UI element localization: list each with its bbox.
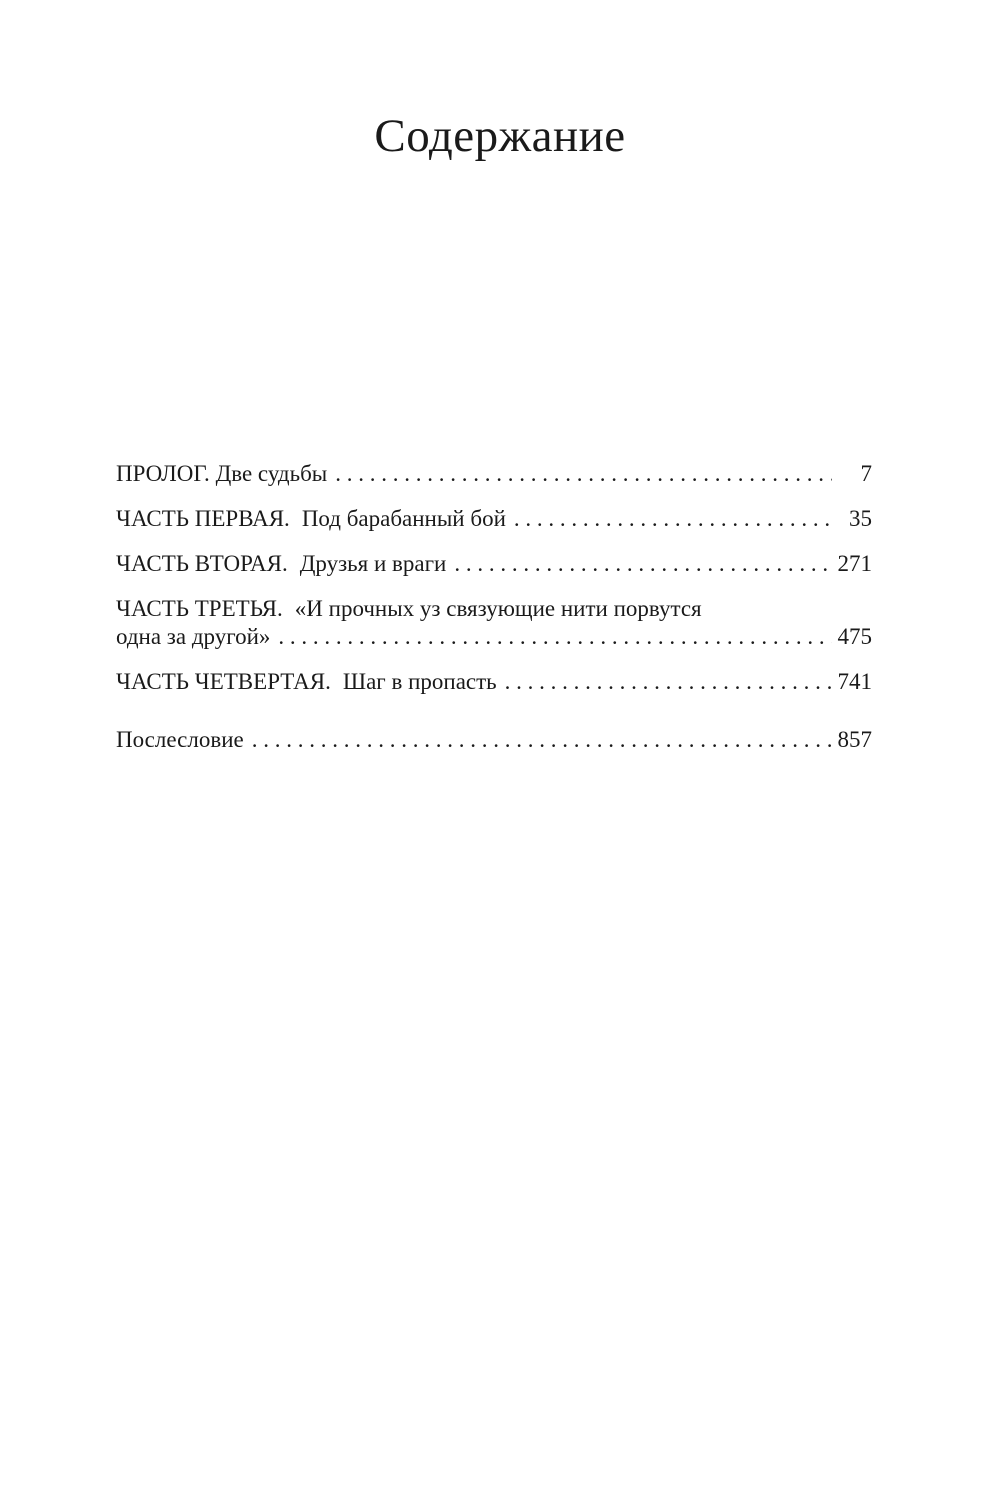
toc-part-title-line-1: «И прочных уз связующие нити порвутся [294, 596, 702, 621]
toc-entry-second-line [116, 623, 872, 651]
toc-part-title: Под барабанный бой [301, 506, 506, 531]
toc-entry-part-3[interactable] [116, 595, 872, 651]
dot-leader [278, 623, 832, 651]
toc-part-label: ПРОЛОГ. [116, 461, 210, 486]
toc-entry-afterword[interactable] [116, 726, 872, 754]
page-title: Содержание [374, 110, 626, 162]
toc-page-number: 475 [837, 624, 872, 649]
toc-entry-part-4[interactable] [116, 668, 872, 696]
toc-part-title: Две судьбы [215, 461, 328, 486]
toc-part-label: ЧАСТЬ ПЕРВАЯ. [116, 506, 290, 531]
toc-entry-prologue[interactable] [116, 460, 872, 488]
toc-part-title: Шаг в пропасть [342, 669, 497, 694]
table-of-contents [116, 460, 872, 771]
dot-leader [454, 550, 832, 578]
toc-entry-text [116, 460, 327, 488]
toc-entry-first-line [116, 595, 872, 623]
dot-leader [505, 668, 832, 696]
toc-entry-title: Послесловие [116, 727, 244, 752]
toc-part-label: ЧАСТЬ ЧЕТВЕРТАЯ. [116, 669, 331, 694]
toc-entry-part-1[interactable] [116, 505, 872, 533]
toc-page-number: 741 [837, 669, 872, 694]
dot-leader [514, 505, 832, 533]
toc-page-number: 35 [849, 506, 872, 531]
toc-part-label: ЧАСТЬ ВТОРАЯ. [116, 551, 288, 576]
toc-page-number: 7 [860, 461, 872, 486]
toc-entry-part-2[interactable] [116, 550, 872, 578]
toc-part-title-line-2: одна за другой» [116, 624, 271, 649]
toc-entry-text [116, 550, 446, 578]
toc-part-label: ЧАСТЬ ТРЕТЬЯ. [116, 596, 283, 621]
toc-entry-text [116, 668, 497, 696]
dot-leader [252, 726, 832, 754]
toc-page-number: 857 [837, 727, 872, 752]
toc-page-number: 271 [837, 551, 872, 576]
toc-entry-text [116, 505, 506, 533]
dot-leader [335, 460, 832, 488]
toc-part-title: Друзья и враги [299, 551, 447, 576]
